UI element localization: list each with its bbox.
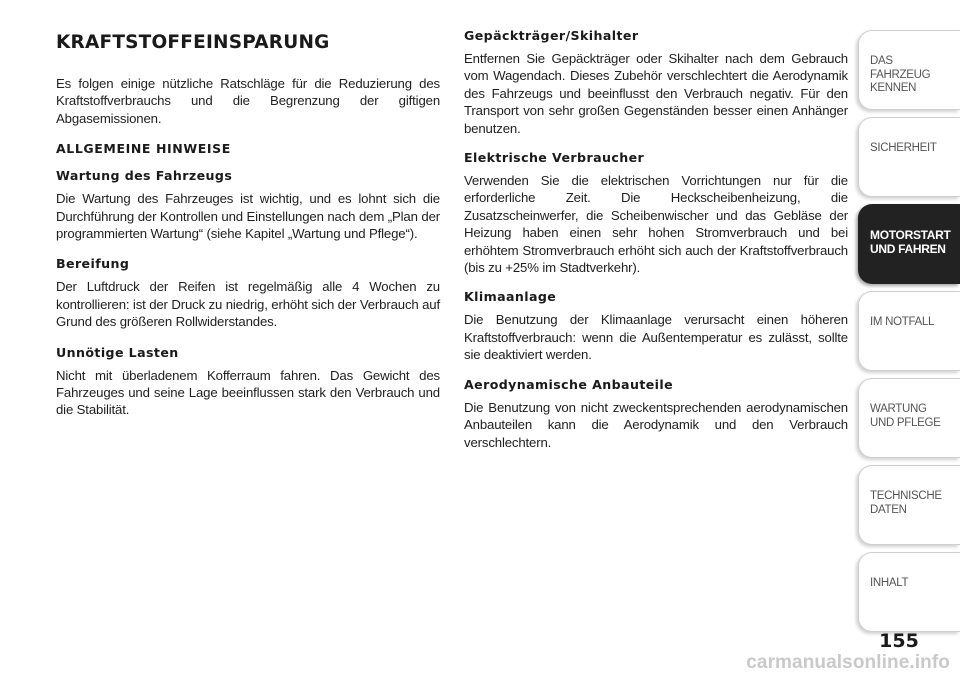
tab-sicherheit[interactable] bbox=[858, 117, 960, 197]
section-text-wartung: Die Wartung des Fahrzeuges ist wichtig, und es lohnt sich die Durchführung der Kontrollen und Einstellungen nach dem „Plan der programmierten Wartung“ (siehe Kapitel „Wartung und Pflege“). bbox=[56, 191, 440, 242]
page-title: KRAFTSTOFFEINSPARUNG bbox=[56, 32, 330, 53]
left-column bbox=[56, 24, 440, 433]
section-heading-klimaanlage: Klimaanlage bbox=[464, 289, 557, 305]
section-heading-lasten: Unnötige Lasten bbox=[56, 344, 179, 360]
section-heading-gepaecktraeger: Gepäckträger/Skihalter bbox=[464, 28, 639, 43]
section-heading-wartung: Wartung des Fahrzeugs bbox=[56, 168, 233, 184]
tab-motorstart-und-fahren[interactable] bbox=[858, 204, 960, 284]
tab-label: SICHERHEIT bbox=[870, 142, 937, 154]
tab-label: DAS FAHRZEUG KENNEN bbox=[870, 55, 931, 94]
section-heading-bereifung: Bereifung bbox=[56, 256, 130, 272]
tab-label: MOTORSTART UND FAHREN bbox=[870, 228, 951, 256]
tab-im-notfall[interactable] bbox=[858, 291, 960, 371]
watermark: carmanualsonline.info bbox=[746, 652, 950, 673]
general-heading: ALLGEMEINE HINWEISE bbox=[56, 141, 231, 157]
right-column bbox=[464, 24, 848, 464]
intro-paragraph: Es folgen einige nützliche Ratschläge für die Reduzierung des Kraftstoffverbrauchs und die Begrenzung der giftigen Abgasemissionen. bbox=[56, 76, 440, 126]
tab-inhalt[interactable] bbox=[858, 552, 960, 632]
page-number: 155 bbox=[879, 630, 919, 652]
tab-label: WARTUNG UND PFLEGE bbox=[870, 403, 941, 429]
tab-label: IM NOTFALL bbox=[870, 316, 935, 328]
section-text-verbraucher: Verwenden Sie die elektrischen Vorrichtungen nur für die erforderliche Zeit. Die Heckscheibenheizung, die Zusatzscheinwerfer, die Scheibenwischer und das Gebläse der Heizung haben einen sehr hohen Stromverbrauch und bei erhöhtem Stromverbrauch erhöht sich auch der Kraftstoffverbrauch (bis zu +25% im Stadtverkehr). bbox=[464, 173, 848, 276]
section-text-klimaanlage: Die Benutzung der Klimaanlage verursacht einen höheren Kraftstoffverbrauch: wenn die Außentemperatur es zulässt, sollte sie deaktiviert werden. bbox=[464, 312, 848, 363]
chapter-tabs bbox=[858, 30, 960, 639]
section-heading-verbraucher: Elektrische Verbraucher bbox=[464, 150, 645, 166]
tab-technische-daten[interactable] bbox=[858, 465, 960, 545]
section-text-gepaecktraeger: Entfernen Sie Gepäckträger oder Skihalter nach dem Gebrauch vom Wagendach. Dieses Zubehör verschlechtert die Aerodynamik des Fahrzeugs und beeinflusst den Verbrauch negativ. Für den Transport von sehr großen Gegenständen besser einen Anhänger benutzen. bbox=[464, 51, 848, 136]
section-text-aerodynamik: Die Benutzung von nicht zweckentsprechenden aerodynamischen Anbauteilen kann die Aerodynamik und den Verbrauch verschlechtern. bbox=[464, 399, 848, 450]
tab-label: TECHNISCHE DATEN bbox=[870, 490, 942, 516]
section-text-bereifung: Der Luftdruck der Reifen ist regelmäßig alle 4 Wochen zu kontrollieren: ist der Druck zu niedrig, erhöht sich der Verbrauch auf Grund des größeren Rollwiderstandes. bbox=[56, 279, 440, 330]
section-heading-aerodynamik: Aerodynamische Anbauteile bbox=[464, 376, 674, 392]
tab-fahrzeug-kennen[interactable] bbox=[858, 30, 960, 110]
section-text-lasten: Nicht mit überladenem Kofferraum fahren. Das Gewicht des Fahrzeuges und seine Lage beeinflussen stark den Verbrauch und die Stabilität. bbox=[56, 367, 440, 418]
tab-label: INHALT bbox=[870, 577, 909, 589]
tab-wartung-und-pflege[interactable] bbox=[858, 378, 960, 458]
